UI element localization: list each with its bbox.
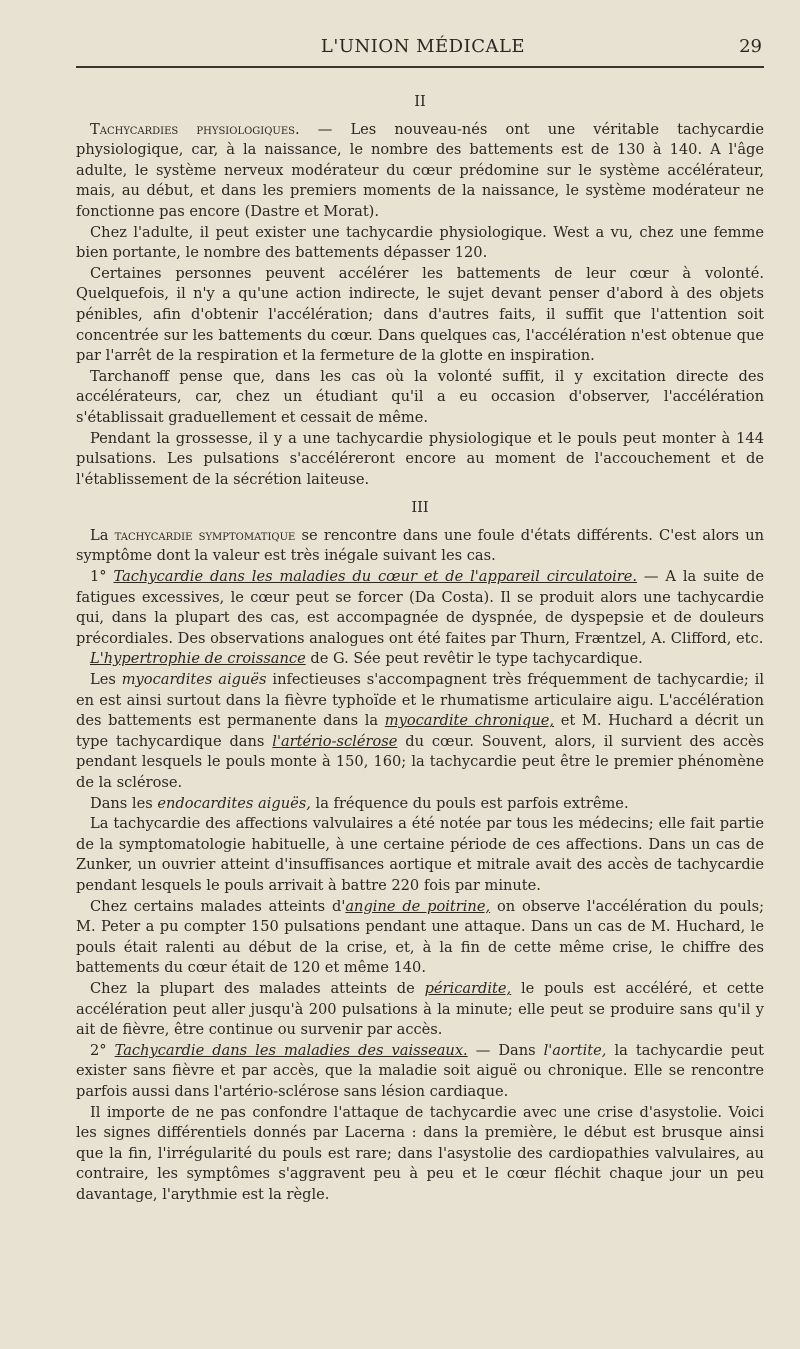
small-caps-term: tachycardie symptomatique [114,526,296,544]
text: la tachycardie peut exister sans fièvre et par accès, que la maladie soit aiguë ou chronique. Elle se rencontre parfois aussi dans l'artério-sclérose sans lésion cardiaque. [76,1041,764,1100]
paragraph [76,120,764,223]
paragraph [76,526,764,567]
italic-term: angine de poitrine, [345,897,491,915]
text: — Les nouveau-nés ont une véritable tachycardie physiologique, car, à la naissance, le nombre des battements est de 130 à 140. A l'âge adulte, le système nerveux modérateur du cœur prédomine sur le système accélérateur, mais, au début, et dans les premiers moments de la naissance, le système modérateur ne fonctionne pas encore (Dastre et Morat). [76,120,764,220]
text: et M. Huchard a décrit un type tachycardique dans [76,712,764,750]
paragraph: Chez l'adulte, il peut exister une tachycardie physiologique. West a vu, chez une femme bien portante, le nombre des battements dépasser 120. [76,223,764,262]
paragraph: Certaines personnes peuvent accélérer les battements de leur cœur à volonté. Quelquefois, il n'y a qu'une action indirecte, le sujet devant penser d'abord à des objets pénibles, afin d'obtenir l'accélération; dans d'autres faits, il suffit que l'attention soit concentrée sur les battements du cœur. Dans quelques cas, l'accélération n'est obtenue que par l'arrêt de la respiration et la fermeture de la glotte en inspiration. [76,264,764,365]
italic-term: myocardites aiguës [121,671,267,689]
body-text [76,92,764,1205]
text: on observe l'accélération du pouls; M. Peter a pu compter 150 pulsations pendant une attaque. Dans un cas de M. Huchard, le pouls était ralenti au début de la crise, et, à la fin de cette même crise, le chiffre des battements du cœur était de 120 et même 140. [76,897,764,977]
text: le pouls est accéléré, et cette accélération peut aller jusqu'à 200 pulsations à la minute; elle peut se produire sans qu'il y ait de fièvre, être continue ou survenir par accès. [76,979,764,1039]
paragraph [76,897,764,979]
italic-term: endocardites aiguës, [157,794,311,812]
paragraph: Tarchanoff pense que, dans les cas où la volonté suffit, il y excitation directe des accélérateurs, car, chez un étudiant qu'il a eu occasion d'observer, l'accélération s'établissait graduellement et cessait de même. [76,367,764,426]
paragraph: Il importe de ne pas confondre l'attaque de tachycardie avec une crise d'asystolie. Voici les signes différentiels donnés par Lacerna : dans la première, le début est brusque ainsi que la fin, l'irrégularité du pouls est rare; dans l'asystolie des cardiopathies valvulaires, au contraire, les symptômes s'aggravent peu à peu et le cœur fléchit chaque jour un peu davantage, l'arythmie est la règle. [76,1103,764,1203]
text: infectieuses s'accompagnent très fréquemment de tachycardie; il en est ainsi surtout dans la fièvre typhoïde et le rhumatisme articulaire aigu. L'accélération des battements est permanente dans la [76,671,764,730]
run-in-heading: Tachycardies physiologiques. [90,120,300,138]
paragraph: Pendant la grossesse, il y a une tachycardie physiologique et le pouls peut monter à 144 pulsations. Les pulsations s'accéléreront encore au moment de l'accouchement et de l'établissement de la sécrétion laiteuse. [76,429,764,488]
text: de G. Sée peut revêtir le type tachycardique. [305,650,643,668]
italic-term: l'aortite, [543,1041,607,1059]
text: Chez certains malades atteints d' [90,897,346,915]
text: Les [90,671,122,689]
italic-term: myocardite chronique, [384,712,555,730]
section-heading-ii: II [414,93,426,110]
section-heading-iii: III [411,499,429,517]
text: La [90,526,115,544]
header-rule [76,66,764,68]
text: Dans les [90,794,158,812]
text: se rencontre dans une foule d'états différents. C'est alors un symptôme dont la valeur est très inégale suivant les cas. [76,526,765,565]
list-number: 1° [90,568,114,586]
running-header [78,36,768,66]
italic-subheading: Tachycardie dans les maladies des vaisseaux. [114,1041,468,1059]
text: la fréquence du pouls est parfois extrême. [310,794,629,812]
text: — Dans [467,1041,544,1059]
paragraph [76,670,764,794]
italic-term: péricardite, [424,979,512,997]
text: Chez la plupart des malades atteints de [90,979,425,997]
paragraph [76,649,764,670]
list-number: 2° [90,1041,115,1059]
text: — A la suite de fatigues excessives, le cœur peut se forcer (Da Costa). Il se produit alors une tachycardie qui, dans la plupart des cas, est accompagnée de dyspnée, de dyspepsie et de douleurs précordiales. Des observations analogues ont été faites par Thurn, Fræntzel, A. Clifford, etc. [76,568,764,647]
paragraph [76,794,764,815]
paragraph [76,1041,764,1103]
paragraph [76,567,764,649]
italic-term: L'hypertrophie de croissance [90,650,306,668]
italic-term: l'artério-sclérose [272,732,398,750]
italic-subheading: Tachycardie dans les maladies du cœur et de l'appareil circulatoire. [113,568,638,586]
paragraph [76,979,764,1041]
text: du cœur. Souvent, alors, il survient des accès pendant lesquels le pouls monte à 150, 160; la tachycardie peut être le premier phénomène de la sclérose. [76,732,765,791]
paragraph: La tachycardie des affections valvulaires a été notée par tous les médecins; elle fait partie de la symptomatologie habituelle, à une certaine période de ces affections. Dans un cas de Zunker, un ouvrier atteint d'insuffisances aortique et mitrale avait des accès de tachycardie pendant lesquels le pouls arrivait à battre 220 fois par minute. [76,815,764,894]
page-number: 29 [739,36,762,57]
journal-title: L'UNION MÉDICALE [320,36,526,57]
